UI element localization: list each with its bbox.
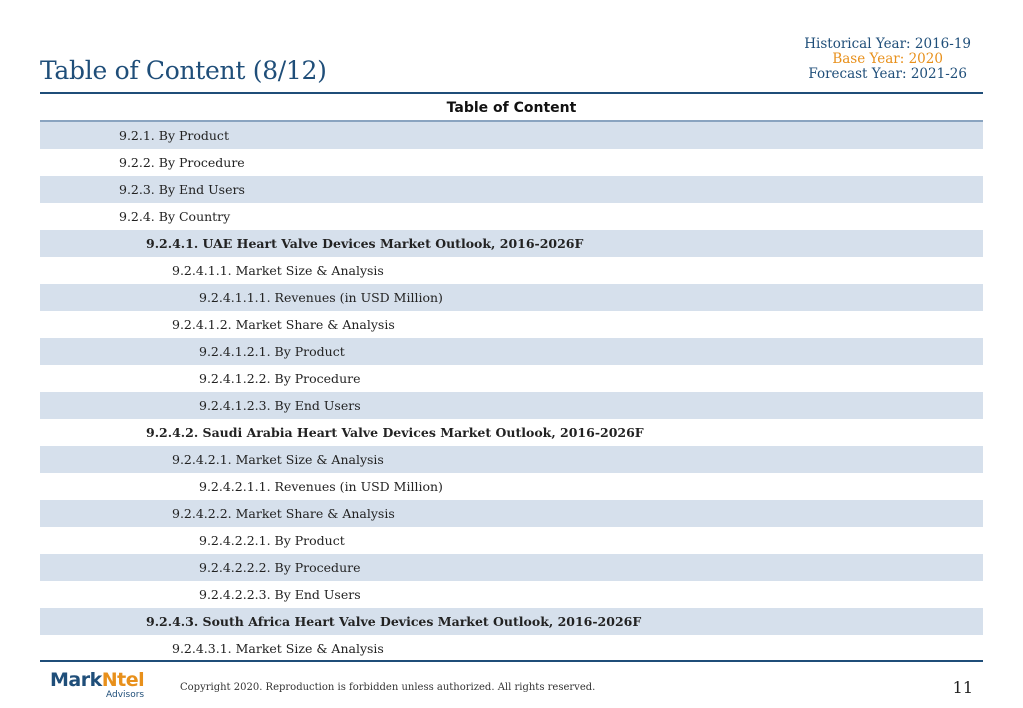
toc-row: 9.2.4.1.2.2. By Procedure <box>199 371 361 386</box>
historical-year: Historical Year: 2016-19 <box>804 36 971 52</box>
toc-row: 9.2.4. By Country <box>119 209 231 224</box>
toc-row: 9.2.4.3. South Africa Heart Valve Devices Market Outlook, 2016-2026F <box>40 608 983 635</box>
toc-row: 9.2.4.2.2. Market Share & Analysis <box>40 500 983 527</box>
toc-row: 9.2.4.2.1. Market Size & Analysis <box>40 446 983 473</box>
logo-subtitle: Advisors <box>106 690 145 700</box>
toc-list <box>40 122 983 662</box>
toc-row: 9.2.4.1.1.1. Revenues (in USD Million) <box>40 284 983 311</box>
toc-row: 9.2.4.2.2.2. By Procedure <box>40 554 983 581</box>
base-year: Base Year: 2020 <box>832 51 943 67</box>
toc-row: 9.2.4.2.2.1. By Product <box>199 533 345 548</box>
marknetel-logo <box>50 670 144 700</box>
page-title: Table of Content (8/12) <box>40 56 327 85</box>
forecast-year: Forecast Year: 2021-26 <box>808 66 967 82</box>
page-number: 11 <box>952 678 973 697</box>
year-info <box>804 37 971 82</box>
toc-row: 9.2.4.1.2. Market Share & Analysis <box>172 317 395 332</box>
footer-divider <box>40 660 983 662</box>
copyright-notice: Copyright 2020. Reproduction is forbidden unless authorized. All rights reserved. <box>180 682 596 693</box>
toc-row: 9.2.4.1.2.3. By End Users <box>40 392 983 419</box>
toc-row: 9.2.3. By End Users <box>40 176 983 203</box>
toc-row: 9.2.4.1.2.1. By Product <box>40 338 983 365</box>
toc-row: 9.2.4.1.1. Market Size & Analysis <box>172 263 384 278</box>
toc-row: 9.2.4.1. UAE Heart Valve Devices Market Outlook, 2016-2026F <box>40 230 983 257</box>
logo-wordmark <box>50 670 144 690</box>
toc-heading: Table of Content <box>40 96 983 122</box>
logo-ntel-text: Ntel <box>101 669 145 691</box>
logo-mark-text: Mark <box>50 669 102 691</box>
toc-row: 9.2.4.2.2.3. By End Users <box>199 587 361 602</box>
toc-row: 9.2.4.2. Saudi Arabia Heart Valve Devices Market Outlook, 2016-2026F <box>146 425 644 440</box>
header-divider <box>40 92 983 94</box>
toc-row: 9.2.4.2.1.1. Revenues (in USD Million) <box>199 479 443 494</box>
toc-row: 9.2.1. By Product <box>40 122 983 149</box>
toc-row: 9.2.4.3.1. Market Size & Analysis <box>172 641 384 656</box>
toc-row: 9.2.2. By Procedure <box>119 155 245 170</box>
